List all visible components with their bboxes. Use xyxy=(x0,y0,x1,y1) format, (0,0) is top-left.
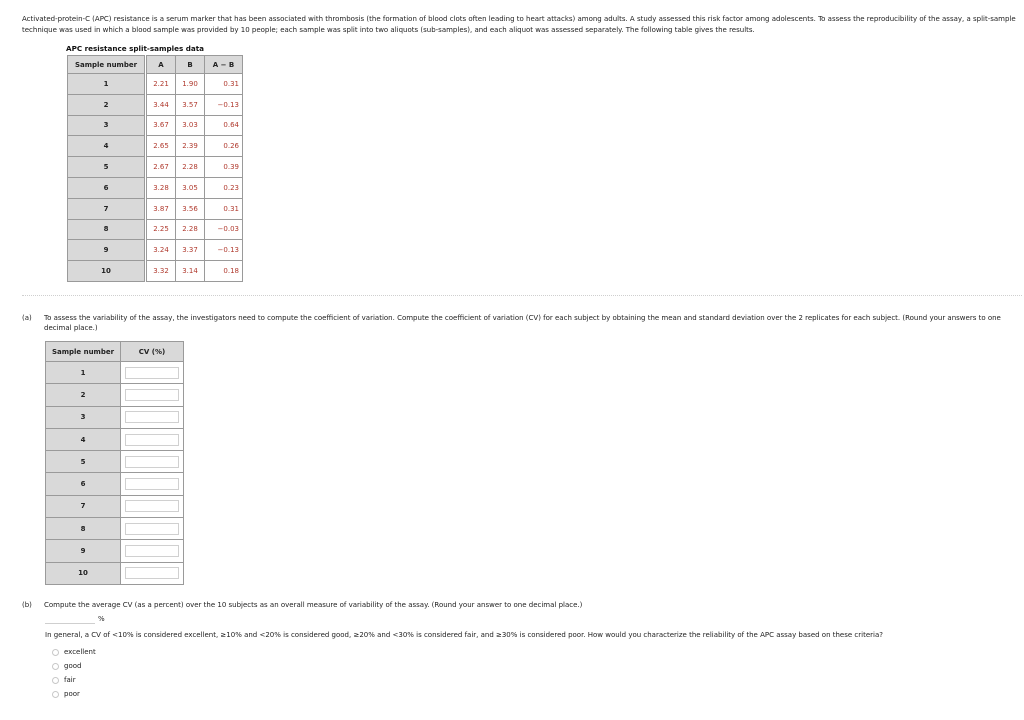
option-excellent[interactable] xyxy=(52,645,96,659)
average-cv-input[interactable] xyxy=(45,614,95,624)
value-b-cell: 2.39 xyxy=(176,136,205,157)
part-b-label: (b) xyxy=(22,601,32,609)
cv-input-9[interactable] xyxy=(125,545,179,557)
part-a-label: (a) xyxy=(22,314,32,322)
sample-number-cell: 4 xyxy=(46,428,121,450)
diff-cell: 0.31 xyxy=(205,198,243,219)
value-b-cell: 3.03 xyxy=(176,115,205,136)
diff-cell: 0.18 xyxy=(205,261,243,282)
cv-input-cell xyxy=(121,562,184,584)
option-label: excellent xyxy=(64,648,96,656)
apc-data-table xyxy=(67,55,243,282)
diff-cell: −0.03 xyxy=(205,219,243,240)
sample-number-cell: 7 xyxy=(46,495,121,517)
apc-table-title: APC resistance split-samples data xyxy=(66,44,205,53)
cv-header-cv: CV (%) xyxy=(121,342,184,362)
sample-number-cell: 3 xyxy=(46,406,121,428)
cv-input-cell xyxy=(121,451,184,473)
value-a-cell: 3.24 xyxy=(147,240,176,261)
cv-header-row xyxy=(46,342,184,362)
cv-input-2[interactable] xyxy=(125,389,179,401)
table-row xyxy=(46,495,184,517)
radio-button[interactable] xyxy=(52,677,59,684)
table-row xyxy=(68,261,243,282)
option-poor[interactable] xyxy=(52,687,96,701)
sample-number-cell: 1 xyxy=(46,362,121,384)
part-a-text: To assess the variability of the assay, the investigators need to compute the coefficient of variation. Compute the coefficient of variation (CV) for each subject by obtaining the mean and standard deviation over the 2 replicates for each subject. (Round your answers to one decimal place.) xyxy=(44,314,1001,332)
value-a-cell: 3.67 xyxy=(147,115,176,136)
value-a-cell: 2.21 xyxy=(147,74,176,95)
percent-unit: % xyxy=(98,615,105,623)
header-sample-number: Sample number xyxy=(68,56,145,74)
cv-input-10[interactable] xyxy=(125,567,179,579)
sample-number-cell: 8 xyxy=(68,219,145,240)
problem-intro: Activated-protein-C (APC) resistance is a serum marker that has been associated with thrombosis (the formation of blood clots often leading to heart attacks) among adults. A study assessed this risk factor among adolescents. To assess the reproducibility of the assay, a split-sample technique was used in which a blood sample was provided by 10 people; each sample was split into two aliquots (sub-samples), and each aliquot was assessed separately. The following table gives the results. xyxy=(22,15,1016,34)
value-b-cell: 2.28 xyxy=(176,157,205,178)
value-b-cell: 1.90 xyxy=(176,74,205,95)
radio-button[interactable] xyxy=(52,691,59,698)
diff-cell: 0.31 xyxy=(205,74,243,95)
cv-input-cell xyxy=(121,428,184,450)
criteria-text: In general, a CV of <10% is considered excellent, ≥10% and <20% is considered good, ≥20% and <30% is considered fair, and ≥30% is considered poor. How would you characterize the reliability of the APC assay based on these criteria? xyxy=(45,631,883,639)
table-row xyxy=(46,473,184,495)
table-row xyxy=(46,428,184,450)
value-a-cell: 3.44 xyxy=(147,94,176,115)
sample-number-cell: 10 xyxy=(68,261,145,282)
option-label: good xyxy=(64,662,82,670)
sample-number-cell: 9 xyxy=(68,240,145,261)
sample-number-cell: 7 xyxy=(68,198,145,219)
header-diff: A − B xyxy=(205,56,243,74)
table-row xyxy=(46,384,184,406)
cv-input-cell xyxy=(121,518,184,540)
cv-input-cell xyxy=(121,384,184,406)
value-b-cell: 2.28 xyxy=(176,219,205,240)
table-row xyxy=(68,157,243,178)
cv-input-7[interactable] xyxy=(125,500,179,512)
table-row xyxy=(46,406,184,428)
diff-cell: −0.13 xyxy=(205,94,243,115)
diff-cell: 0.26 xyxy=(205,136,243,157)
cv-input-6[interactable] xyxy=(125,478,179,490)
value-a-cell: 2.25 xyxy=(147,219,176,240)
value-a-cell: 3.32 xyxy=(147,261,176,282)
sample-number-cell: 6 xyxy=(46,473,121,495)
sample-number-cell: 6 xyxy=(68,177,145,198)
cv-input-5[interactable] xyxy=(125,456,179,468)
radio-button[interactable] xyxy=(52,649,59,656)
table-row xyxy=(68,94,243,115)
radio-button[interactable] xyxy=(52,663,59,670)
reliability-options xyxy=(52,645,96,701)
table-row xyxy=(68,136,243,157)
diff-cell: −0.13 xyxy=(205,240,243,261)
cv-input-cell xyxy=(121,495,184,517)
cv-input-cell xyxy=(121,540,184,562)
table-row xyxy=(68,240,243,261)
value-b-cell: 3.37 xyxy=(176,240,205,261)
table-row xyxy=(68,219,243,240)
table-row xyxy=(68,198,243,219)
value-a-cell: 2.65 xyxy=(147,136,176,157)
sample-number-cell: 3 xyxy=(68,115,145,136)
sample-number-cell: 5 xyxy=(46,451,121,473)
part-b-text: Compute the average CV (as a percent) over the 10 subjects as an overall measure of variability of the assay. (Round your answer to one decimal place.) xyxy=(44,601,583,609)
sample-number-cell: 9 xyxy=(46,540,121,562)
value-b-cell: 3.14 xyxy=(176,261,205,282)
cv-input-3[interactable] xyxy=(125,411,179,423)
sample-number-cell: 5 xyxy=(68,157,145,178)
table-row xyxy=(46,451,184,473)
diff-cell: 0.64 xyxy=(205,115,243,136)
sample-number-cell: 2 xyxy=(46,384,121,406)
cv-input-4[interactable] xyxy=(125,434,179,446)
cv-input-cell xyxy=(121,406,184,428)
cv-input-8[interactable] xyxy=(125,523,179,535)
option-label: poor xyxy=(64,690,80,698)
value-a-cell: 3.28 xyxy=(147,177,176,198)
option-fair[interactable] xyxy=(52,673,96,687)
sample-number-cell: 2 xyxy=(68,94,145,115)
table-row xyxy=(46,540,184,562)
sample-number-cell: 8 xyxy=(46,518,121,540)
table-row xyxy=(46,562,184,584)
value-b-cell: 3.05 xyxy=(176,177,205,198)
value-b-cell: 3.56 xyxy=(176,198,205,219)
diff-cell: 0.23 xyxy=(205,177,243,198)
cv-input-cell xyxy=(121,473,184,495)
cv-input-1[interactable] xyxy=(125,367,179,379)
table-row xyxy=(68,74,243,95)
option-label: fair xyxy=(64,676,76,684)
value-b-cell: 3.57 xyxy=(176,94,205,115)
table-row xyxy=(46,362,184,384)
section-divider xyxy=(22,295,1022,296)
header-a: A xyxy=(147,56,176,74)
cv-input-cell xyxy=(121,362,184,384)
apc-header-row xyxy=(68,56,243,74)
table-row xyxy=(68,115,243,136)
diff-cell: 0.39 xyxy=(205,157,243,178)
value-a-cell: 3.87 xyxy=(147,198,176,219)
cv-header-sample-number: Sample number xyxy=(46,342,121,362)
cv-answer-table xyxy=(45,341,184,585)
sample-number-cell: 4 xyxy=(68,136,145,157)
table-row xyxy=(68,177,243,198)
header-b: B xyxy=(176,56,205,74)
table-row xyxy=(46,518,184,540)
option-good[interactable] xyxy=(52,659,96,673)
value-a-cell: 2.67 xyxy=(147,157,176,178)
average-cv-field xyxy=(45,614,105,624)
sample-number-cell: 10 xyxy=(46,562,121,584)
sample-number-cell: 1 xyxy=(68,74,145,95)
